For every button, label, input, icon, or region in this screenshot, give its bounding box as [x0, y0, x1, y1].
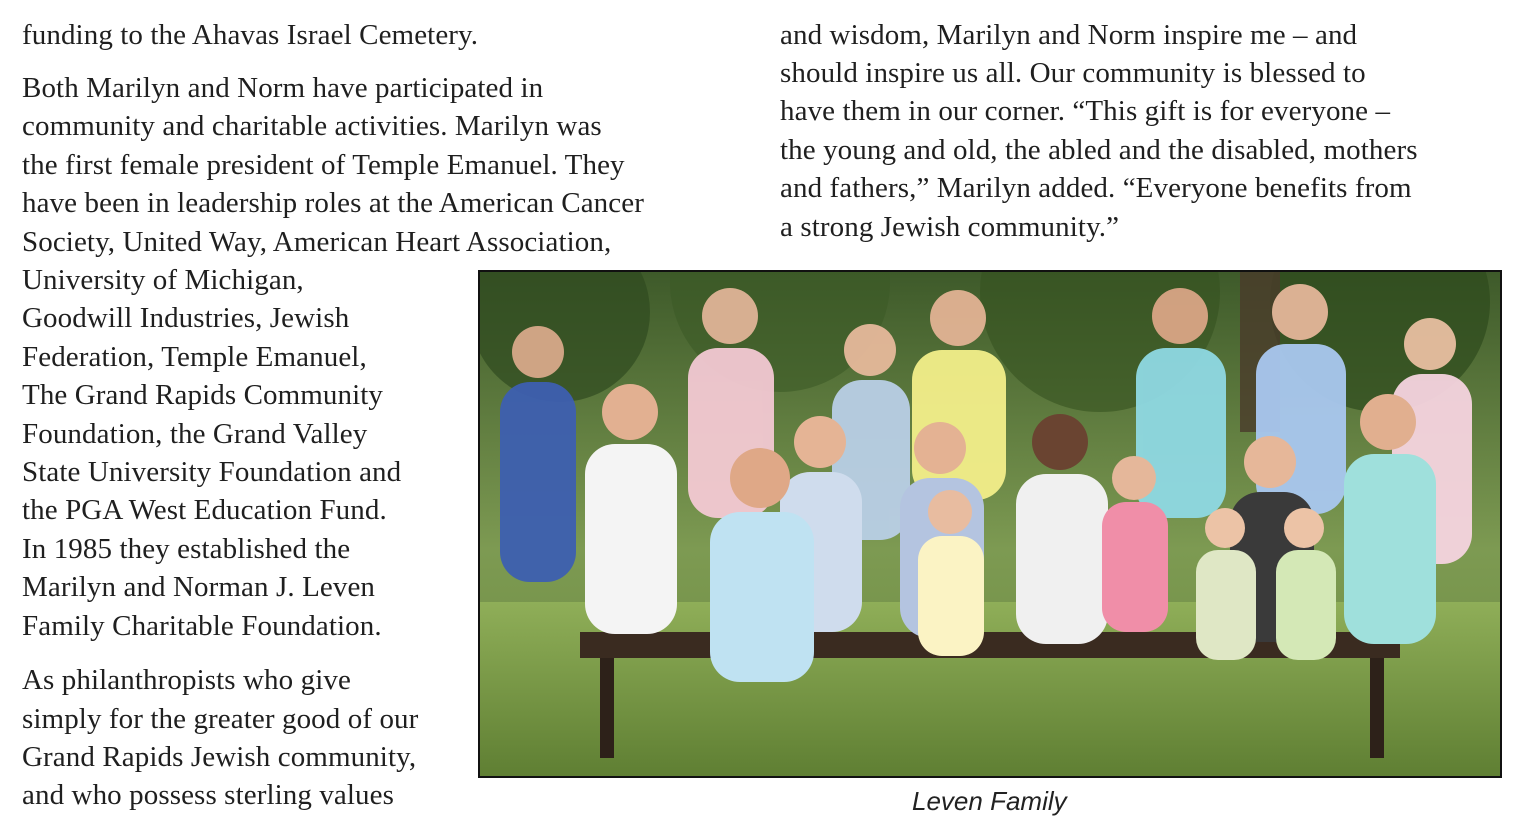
left-column-line: Goodwill Industries, Jewish [22, 302, 350, 334]
left-column-line: The Grand Rapids Community [22, 379, 384, 411]
right-column-line: and wisdom, Marilyn and Norm inspire me – and [780, 19, 1358, 51]
left-column-line: community and charitable activities. Marilyn was [22, 110, 602, 142]
left-column-line: Foundation, the Grand Valley [22, 418, 368, 450]
photo-caption: Leven Family [912, 786, 1067, 816]
left-column-line: Family Charitable Foundation. [22, 610, 382, 642]
right-column-line: a strong Jewish community.” [780, 211, 1120, 243]
left-column-line: the PGA West Education Fund. [22, 494, 387, 526]
family-photo [478, 270, 1502, 778]
left-column-line: funding to the Ahavas Israel Cemetery. [22, 19, 479, 51]
left-column-line: As philanthropists who give [22, 664, 351, 696]
right-column-line: have them in our corner. “This gift is for everyone – [780, 95, 1391, 127]
left-column-line: State University Foundation and [22, 456, 402, 488]
left-column-line: Federation, Temple Emanuel, [22, 341, 367, 373]
left-column-line: University of Michigan, [22, 264, 304, 296]
left-column-line: In 1985 they established the [22, 533, 351, 565]
right-column-line: and fathers,” Marilyn added. “Everyone benefits from [780, 172, 1412, 204]
left-column-line: simply for the greater good of our [22, 703, 419, 735]
left-column-line: Society, United Way, American Heart Association, [22, 226, 612, 258]
left-column-line: Grand Rapids Jewish community, [22, 741, 417, 773]
left-column-line: have been in leadership roles at the American Cancer [22, 187, 644, 219]
left-column-line: Both Marilyn and Norm have participated in [22, 72, 544, 104]
left-column-line: the first female president of Temple Emanuel. They [22, 149, 625, 181]
left-column-line: Marilyn and Norman J. Leven [22, 571, 376, 603]
right-column-line: the young and old, the abled and the disabled, mothers [780, 134, 1418, 166]
right-column-line: should inspire us all. Our community is blessed to [780, 57, 1366, 89]
left-column-line: and who possess sterling values [22, 779, 395, 811]
